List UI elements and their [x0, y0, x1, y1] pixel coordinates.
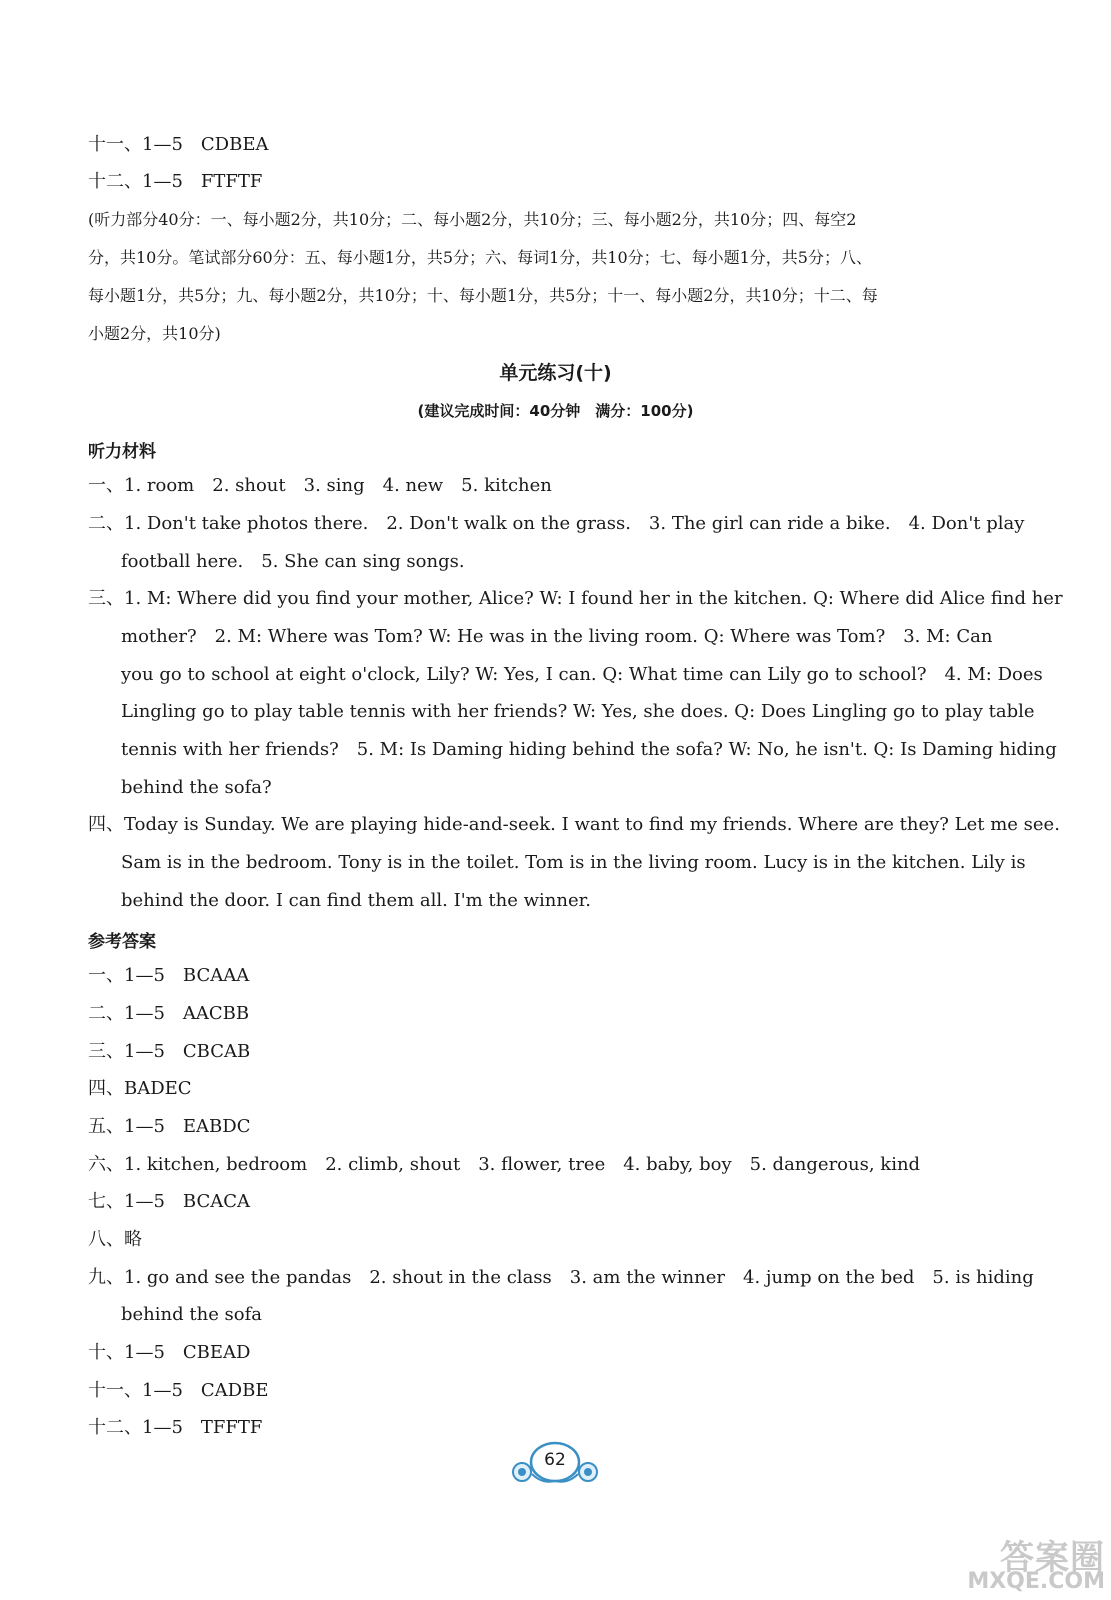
score-note-line: 每小题1分，共5分；九、每小题2分，共10分；十、每小题1分，共5分；十一、每小题2分，共10分；十二、每 — [88, 286, 878, 305]
listening-line: Sam is in the bedroom. Tony is in the toilet. Tom is in the living room. Lucy is in the kitchen. Lily is — [121, 852, 1026, 873]
answer-line: 四、BADEC — [88, 1078, 192, 1099]
page-number: 62 — [544, 1450, 566, 1470]
answer-line: 九、1. go and see the pandas 2. shout in the class 3. am the winner 4. jump on the bed 5. is hiding — [88, 1267, 1034, 1288]
answer-line: 十一、1—5 CADBE — [88, 1380, 269, 1401]
answer-line: 六、1. kitchen, bedroom 2. climb, shout 3. flower, tree 4. baby, boy 5. dangerous, kind — [88, 1154, 921, 1175]
answer-line-11-prev: 十一、1—5 CDBEA — [88, 134, 269, 155]
listening-line: 四、Today is Sunday. We are playing hide-and-seek. I want to find my friends. Where are they? Let me see. — [88, 814, 1060, 835]
listening-line: 三、1. M: Where did you find your mother, Alice? W: I found her in the kitchen. Q: Where did Alice find her — [88, 588, 1063, 609]
watermark-logo — [967, 1530, 1105, 1594]
page-number-badge — [512, 1440, 598, 1486]
answer-line-12-prev: 十二、1—5 FTFTF — [88, 171, 263, 192]
unit-subtitle: (建议完成时间：40分钟 满分：100分) — [417, 402, 694, 420]
answer-line: 一、1—5 BCAAA — [88, 965, 250, 986]
answer-line: 七、1—5 BCACA — [88, 1191, 251, 1212]
answer-line: 三、1—5 CBCAB — [88, 1041, 251, 1062]
listening-line: 一、1. room 2. shout 3. sing 4. new 5. kitchen — [88, 475, 552, 496]
score-note-line: 分，共10分。笔试部分60分：五、每小题1分，共5分；六、每词1分，共10分；七、每小题1分，共5分；八、 — [88, 248, 872, 267]
listening-line: mother? 2. M: Where was Tom? W: He was in the living room. Q: Where was Tom? 3. M: Can — [121, 626, 993, 647]
score-note-line: (听力部分40分：一、每小题2分，共10分；二、每小题2分，共10分；三、每小题2分，共10分；四、每空2 — [88, 210, 857, 229]
listening-heading: 听力材料 — [88, 442, 156, 462]
listening-line: football here. 5. She can sing songs. — [121, 551, 465, 572]
answer-line: 十二、1—5 TFFTF — [88, 1417, 263, 1438]
listening-line: tennis with her friends? 5. M: Is Daming hiding behind the sofa? W: No, he isn't. Q: Is Daming hiding — [121, 739, 1057, 760]
listening-line: behind the door. I can find them all. I'm the winner. — [121, 890, 591, 911]
listening-line: 二、1. Don't take photos there. 2. Don't walk on the grass. 3. The girl can ride a bike. 4. Don't play — [88, 513, 1025, 534]
answer-line: 二、1—5 AACBB — [88, 1003, 250, 1024]
answer-line: 八、略 — [88, 1229, 142, 1250]
listening-line: Lingling go to play table tennis with her friends? W: Yes, she does. Q: Does Lingling go to play table — [121, 701, 1035, 722]
unit-title: 单元练习(十) — [499, 362, 612, 384]
listening-line: behind the sofa? — [121, 777, 272, 798]
answer-line: 十、1—5 CBEAD — [88, 1342, 251, 1363]
watermark-text: 答案圈 — [1000, 1538, 1105, 1578]
listening-line: you go to school at eight o'clock, Lily? W: Yes, I can. Q: What time can Lily go to school? 4. M: Does — [121, 664, 1043, 685]
answer-line: behind the sofa — [121, 1304, 263, 1325]
watermark-url: MXQE.COM — [967, 1569, 1105, 1594]
score-note-line: 小题2分，共10分) — [88, 324, 221, 343]
answer-line: 五、1—5 EABDC — [88, 1116, 251, 1137]
answers-heading: 参考答案 — [88, 932, 156, 952]
